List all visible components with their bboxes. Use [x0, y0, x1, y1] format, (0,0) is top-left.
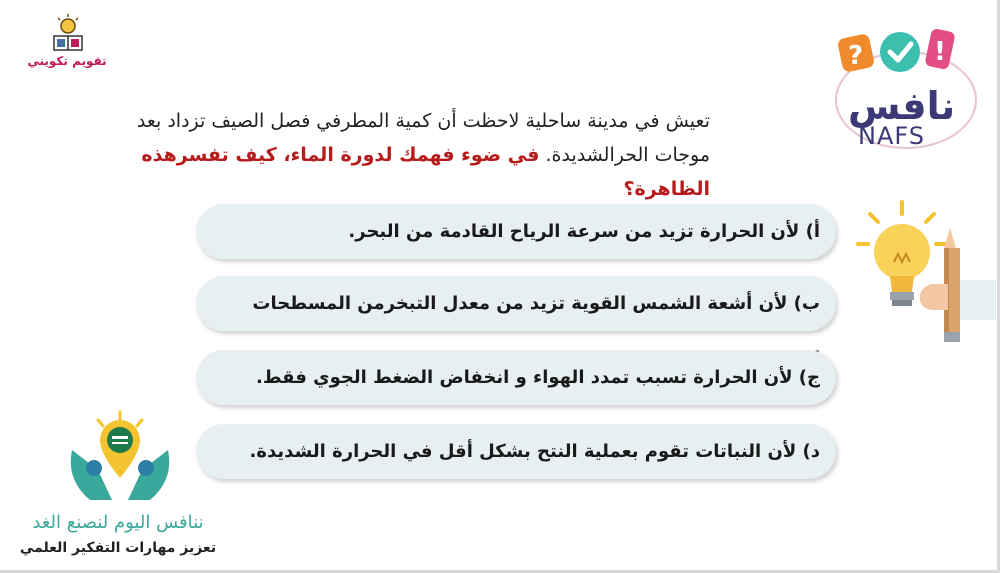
footer-subslogan: تعزيز مهارات التفكير العلمي — [19, 540, 217, 556]
svg-text:!: ! — [934, 37, 946, 67]
option-a[interactable] — [196, 204, 836, 259]
option-text: لأن النباتات تقوم بعملية النتح بشكل أقل في الحرارة الشديدة. — [249, 441, 797, 462]
option-letter: أ) — [805, 221, 820, 242]
question-context: موجات الحرالشديدة. — [545, 144, 710, 166]
option-letter: ج) — [798, 367, 820, 388]
lightbulb-book-icon — [22, 14, 112, 54]
formative-assessment-logo — [22, 14, 112, 70]
question-line-2 — [60, 138, 710, 206]
option-text: لأن الحرارة تسبب تمدد الهواء و انخفاض الضغط الجوي فقط. — [256, 367, 793, 388]
option-text: لأن أشعة الشمس القوية تزيد من معدل التبخرمن المسطحات — [252, 293, 788, 314]
option-b[interactable] — [196, 276, 836, 331]
svg-text:?: ? — [848, 41, 864, 71]
footer-slogan: ننافس اليوم لنصنع الغد — [32, 512, 204, 533]
nafs-arabic-title: نافس — [848, 84, 956, 128]
option-d[interactable] — [196, 424, 836, 479]
lightbulb-pencil-icon — [856, 200, 996, 350]
option-letter: ب) — [793, 293, 820, 314]
question-text — [60, 104, 710, 206]
saudi-flag-hands-icon — [60, 410, 180, 510]
option-text: لأن الحرارة تزيد من سرعة الرياح القادمة من البحر. — [348, 221, 800, 242]
question-prompt: في ضوء فهمك لدورة الماء، كيف تفسرهذه الظاهرة؟ — [141, 144, 710, 200]
question-line-1: تعيش في مدينة ساحلية لاحظت أن كمية المطرفي فصل الصيف تزداد بعد — [136, 110, 710, 132]
nafs-english-title: NAFS — [858, 122, 925, 150]
option-c[interactable] — [196, 350, 836, 405]
option-letter: د) — [802, 441, 820, 462]
formative-assessment-caption: تقويم تكويني — [27, 54, 107, 68]
